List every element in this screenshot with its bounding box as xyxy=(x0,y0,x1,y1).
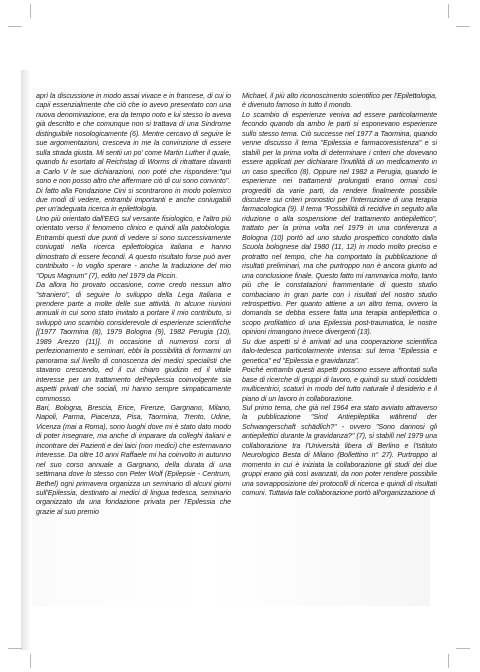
paragraph: Uno più orientato dall'EEG sul versante fisiologico, e l'altro più orientato verso il fenomeno clinico e quindi alla patobiologia. Entrambi questi due punti di vedere si sono successivamente coniugati nella ricerca epilettologica italiana e hanno dimostrato di essere fecondi. A questo risultato forse può aver contribuito - lo voglio sperare - anche la traduzione del mio "Opus Magnum" (7), edito nel 1979 da Piccin. xyxy=(36,214,231,280)
paragraph: Sul primo tema, che già nel 1964 era stato avviato attraverso la pubblicazione "Sind Antiepileptika während der Schwangerschaft schädlich?" - ovvero "Sono dannosi gli antiepilettici durante la gravidanza?" (7), si stabilì nel 1979 una collaborazione tra l'Università libera di Berlino e l'Istituto Neurologico Besta di Milano (Bollettino n° 27). Purtroppo al momento in cui è iniziata la collaborazione gli studi dei due gruppi erano già così avanzati, da non poter rendere possibile una sovrapposizione dei protocolli di ricerca e quindi di risultati comuni. Tuttavia tale collaborazione portò all'organizzazione di xyxy=(242,403,437,498)
crop-mark xyxy=(8,648,22,649)
paragraph: Su due aspetti si è arrivati ad una cooperazione scientifica italo-tedesca particolarmente intensa: sul tema "Epilessia e genetica" ed "Epilessia e gravidanza". xyxy=(242,337,437,365)
paragraph: Michael, il più alto riconoscimento scientifico per l'Epilettologia, è divenuto famoso in tutto il mondo. xyxy=(242,92,437,110)
crop-mark xyxy=(456,26,470,27)
left-text-column xyxy=(36,92,231,597)
crop-mark xyxy=(8,26,22,27)
paragraph: Lo scambio di esperienze veniva ad essere particolarmente fecondo quando da ambo le parti si esponevano esperienze sullo stesso tema. Ciò successe nel 1977 a Taormina, quando venne discusso il tema "Epilessia e farmacoresistenza" e si stabilì per la prima volta di determinare i criteri che dovevano essere applicati per dichiarare l'inutilità di un medicamento in un caso specifico (8). Oppure nel 1982 a Perugia, quando le esperienze nei trattamenti prolungati erano ormai così progrediti da varie parti, da rendere finalmente possibile discutere sui criteri pronostici per l'interruzione di una terapia farmacologica (9). Il tema "Possibilità di recidive in seguito alla riduzione o alla sospensione del trattamento antiepilettico", trattato per la prima volta nel 1979 in una conferenza a Bologna (10) portò ad uno studio prospettico condotto dalla Scuola bolognese dal 1980 (11, 12) in modo molto preciso e protratto nel tempo, che ha comportato la pubblicazione di risultati preliminari, ma che purtroppo non è ancora giunto ad una conclusione finale. Questo fatto mi rammarica molto, tanto più che le constatazioni frammentarie di questo studio combaciano in gran parte con i risultati del nostro studio retrospettivo. Per quanto attiene a un altro tema, ovvero la domanda se debba essere fatta una terapia antiepilettica o scopo profilattico di una Epilessia post-traumatica, le nostre opinioni rimangono invece divergenti (13). xyxy=(242,110,437,337)
crop-mark xyxy=(448,4,449,18)
paragraph: Bari, Bologna, Brescia, Erice, Firenze, Gargnano, Milano, Napoli, Parma, Piacenza, Pisa, Taormina, Trento, Udine, Vicenza (mai a Roma), sono luoghi dove mi è stato dato modo di poter insegnare, ma anche di imparare da colleghi italiani e incontrare dei Pazienti e dei laici (non medici) che esternavano interesse. Da oltre 10 anni Raffaele mi ha coinvolto in autunno nel suo corso annuale a Gargnano, della durata di una settimana dove lo stesso con Peter Wolf (Epilepsie - Centrum, Bethel) ogni primavera organizza un seminario di alcuni giorni sull'Epilessia, destinato ai medici di lingua tedesca, seminario organizzato da una fondazione privata per l'Epilessia che grazie al suo premio xyxy=(36,403,231,516)
page-spine-shadow xyxy=(21,70,31,650)
paragraph: Di fatto alla Fondazione Cini si scontrarono in modo polemico due modi di vedere, entrambi importanti e anche coniugabili per un'adeguata ricerca in epilettologia. xyxy=(36,186,231,214)
crop-mark xyxy=(30,654,31,668)
crop-mark xyxy=(448,654,449,668)
crop-mark xyxy=(456,648,470,649)
paragraph: aprì la discussione in modo assai vivace e in francese, di cui io capii essenzialmente che ciò che io avevo presentato con una nuova denominazione, era da tempo noto e lui stesso lo aveva già descritto e che comunque non si trattava di una Sindrome distinguibile nosologicamente (6). Mentre cercavo di seguire le sue argomentazioni, cresceva in me la convinzione di essere sulla strada giusta. Mi sentii un po' come Martin Luther il quale, quando fu esortato al Reichstag di Worms di ritrattare davanti a Carlo V le sue dichiarazioni, non poté che rispondere:"qui sono e non posso altro che affermare ciò di cui sono convinto". xyxy=(36,92,231,186)
right-text-column xyxy=(242,92,437,597)
paragraph: Da allora ho provato occasione, come credo nessun altro "straniero", di seguire lo sviluppo della Lega Italiana e prendere parte a molte delle sue attività. In alcune riunioni annuali in cui sono stato invitato a portare il mio contributo, si sviluppò uno scambio considerevole di esperienze scientifiche [(1977 Taormina (8), 1979 Bologna (9), 1982 Perugia (10), 1989 Arezzo (11)]. In occasione di numerosi corsi di perfezionamento e seminari, ebbi la possibilità di formarmi un panorama sul livello di conoscenza dei medici specialisti che stavano crescendo, ed il cui chiaro giudizio ed il vitale interesse per un trattamento dell'epilessia coinvolgente sia aspetti privati che sociali, mi hanno sempre simpaticamente commosso. xyxy=(36,281,231,403)
crop-mark xyxy=(30,4,31,18)
paragraph: Poiché entrambi questi aspetti possono essere affrontati sulla base di ricerche di gruppi di lavoro, e quindi su studi cosiddetti multicentrici, scaturì in modo del tutto naturale il desiderio e il piano di un lavoro in collaborazione. xyxy=(242,366,437,403)
